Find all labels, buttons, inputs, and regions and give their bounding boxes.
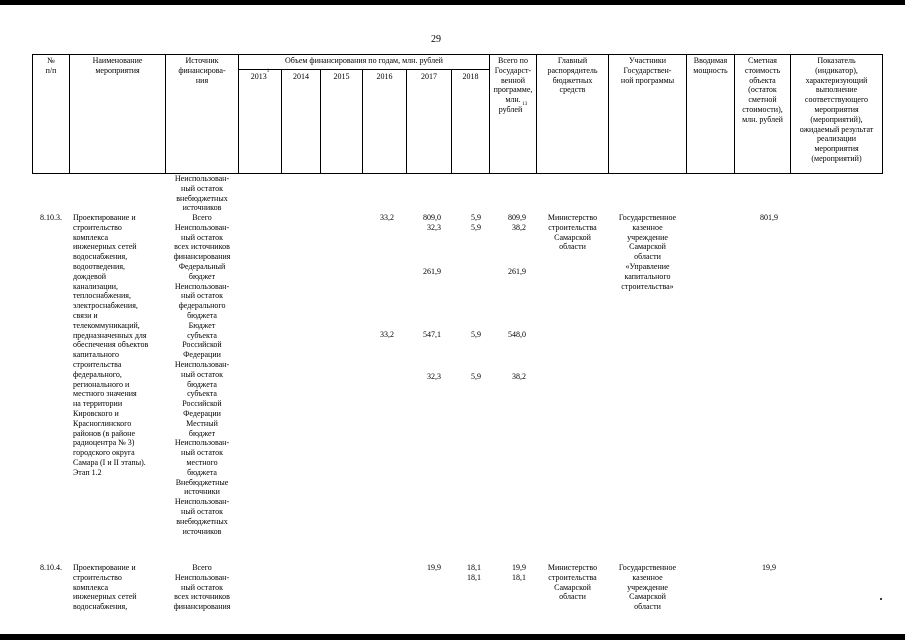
value-2017: 809,0 — [423, 213, 441, 222]
header-year-2014: 2014 — [293, 72, 309, 81]
item-8-10-4-sources: Всего Неиспользован- ный остаток всех источников финансирования — [173, 563, 231, 612]
value-2018: 5,9 — [471, 213, 481, 222]
scan-speck — [880, 598, 882, 600]
value-2018: 18,1 — [467, 573, 481, 582]
carry-over-source: Неиспользован- ный остаток внебюджетных источников — [174, 174, 230, 213]
value-2018: 5,9 — [471, 372, 481, 381]
value-2016: 33,2 — [380, 213, 394, 222]
item-8-10-3-estimate: 801,9 — [760, 213, 778, 222]
header-year-2015: 2015 — [333, 72, 350, 81]
item-8-10-3-sources: Всего Неиспользован- ный остаток всех источников финансирования Федеральный бюджет Неиспользован- ный остаток федерального бюджета Бюджет субъекта Российской Федерации Неиспользован- ный остаток бюджета субъекта Российской Федерации Местный бюджет Неиспользован- ный остаток местного бюджета Внебюджетные источники Неиспользован- ный остаток внебюджетных источников — [173, 213, 231, 536]
header-year-2013: 2013$^1$ — [250, 69, 270, 81]
item-8-10-3-participant: Государственное казенное учреждение Самарской области «Управление капитального строительства» — [618, 213, 677, 291]
value-total: 38,2 — [512, 223, 526, 232]
item-8-10-4-manager: Министерство строительства Самарской области — [547, 563, 598, 602]
value-2017: 261,9 — [423, 267, 441, 276]
header-num: № п/п — [45, 56, 57, 75]
header-year-2016: 2016 — [376, 72, 393, 81]
item-8-10-4-name: Проектирование и строительство комплекса инженерных сетей водоснабжения, — [73, 563, 137, 612]
value-2016: 33,2 — [380, 330, 394, 339]
header-main-manager: Главный распорядитель бюджетных средств — [547, 56, 598, 95]
value-2018: 5,9 — [471, 223, 481, 232]
item-8-10-3-manager: Министерство строительства Самарской области — [547, 213, 598, 252]
value-2017: 19,9 — [427, 563, 441, 572]
value-2017: 32,3 — [427, 372, 441, 381]
item-8-10-3-num: 8.10.3. — [40, 213, 62, 222]
header-source: Источник финансирова- ния — [178, 56, 226, 85]
header-indicator: Показатель (индикатор), характеризующий выполнение соответствующего мероприятия (мероприятий), ожидаемый результат реализации мероприятия (мероприятий) — [799, 56, 874, 163]
item-8-10-4-num: 8.10.4. — [40, 563, 62, 572]
scan-top-border — [0, 0, 905, 5]
page-number: 29 — [431, 34, 441, 45]
value-2017: 547,1 — [423, 330, 441, 339]
header-total: Всего по Государст- венной программе, млн. рублей$^{13}$ — [493, 56, 533, 114]
value-total: 548,0 — [508, 330, 526, 339]
value-2018: 5,9 — [471, 330, 481, 339]
header-volume: Объем финансирования по годам, млн. рублей — [285, 56, 443, 65]
item-8-10-4-participant: Государственное казенное учреждение Самарской области — [618, 563, 677, 612]
header-participants: Участники Государствен- ной программы — [620, 56, 675, 85]
item-8-10-3-name: Проектирование и строительство комплекса инженерных сетей водоснабжения, водоотведения, дождевой канализации, теплоснабжения, электроснабжения, связи и телекоммуникаций, предназначенных для обеспечения объектов капитального строительства федерального, регионального и местного значения на территории Кировского и Красноглинского районов (в районе радиоцентра № 3) городского округа Самара (I и II этапы). Этап 1.2 — [73, 213, 149, 477]
value-2018: 18,1 — [467, 563, 481, 572]
value-total: 19,9 — [512, 563, 526, 572]
value-total: 38,2 — [512, 372, 526, 381]
header-year-2018: 2018 — [462, 72, 479, 81]
value-total: 261,9 — [508, 267, 526, 276]
header-year-2017: 2017 — [421, 72, 437, 81]
value-2017: 32,3 — [427, 223, 441, 232]
item-8-10-4-estimate: 19,9 — [762, 563, 776, 572]
value-total: 18,1 — [512, 573, 526, 582]
value-total: 809,9 — [508, 213, 526, 222]
scan-bottom-border — [0, 634, 905, 640]
header-estimate: Сметная стоимость объекта (остаток сметной стоимости), млн. рублей — [742, 56, 783, 124]
header-capacity: Вводимая мощность — [693, 56, 728, 75]
header-name: Наименование мероприятия — [92, 56, 143, 75]
